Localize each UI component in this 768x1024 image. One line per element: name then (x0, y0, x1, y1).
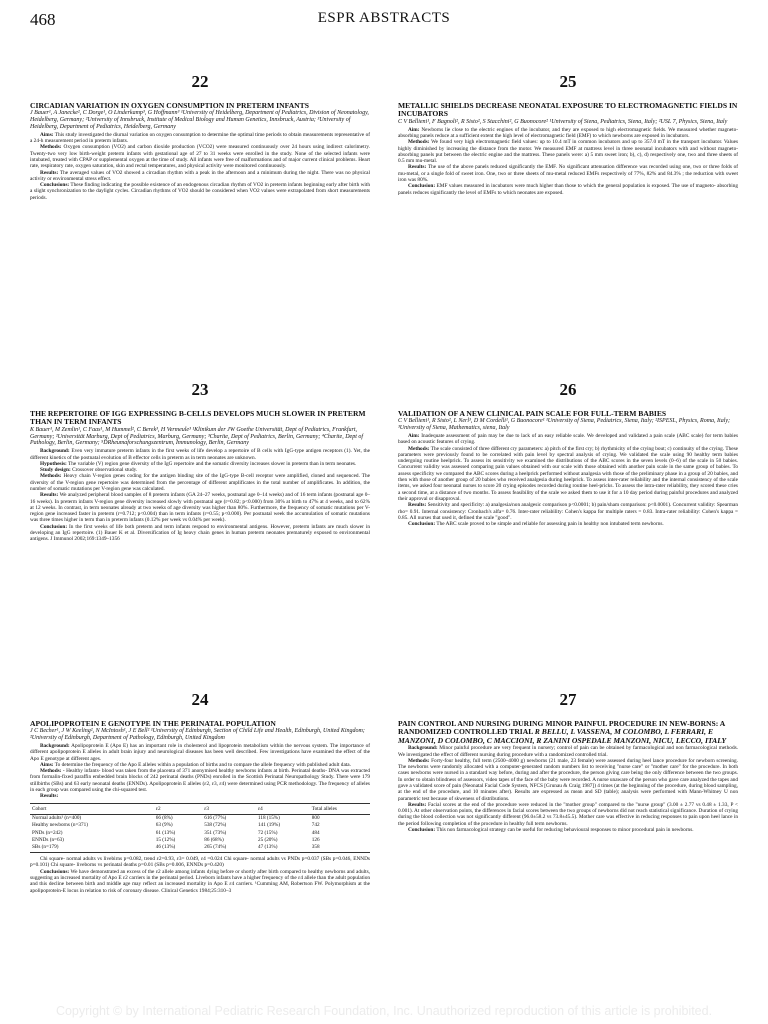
paragraph-text: The scale consisted of three different cry parameters: a) pitch of the first cry; b) rhythmicity of the crying bout; c) continuity of the crying. These parameters were previously found to be correlated with pain level by spectral analysis of crying. We validated the scale using 90 healthy term babies undergoing routine heelprick. To assess its sensitivity we examined the distributions of the ABC scores in the seven levels (0–6) of the scale in 50 babies. Concurrent validity was assessed comparing pain values obtained with our scale with those obtained with another pain scale in the same group of babies. To assess specificity we compared the ABC scores during a heelprick performed without analgesia with those of the preliminary phase in a group of 20 babies, and then with those of another group of 20 babies who received analgesia during heelprick. To assess inter-rater reliability and the internal consistency of the scale items, we asked four neonatal nurses to score 20 crying episodes recorded during routine heel-pricks. To assess the intra-rater reliability, they scored these cries a second time, at a distance of two months. To assess feasibility of the scale we asked them to use it for a 10 day period during painful procedures and analyzed their approval or disapproval. (398, 445, 738, 502)
table-cell: 616 (77%) (204, 815, 227, 822)
paragraph-label: Results: (408, 502, 427, 509)
abstract-paragraph (30, 793, 370, 799)
paragraph-label: Background: (408, 745, 438, 752)
paragraph-text: We analyzed peripheral blood samples of 8 preterm infants (GA 24–27 weeks, postnatal age 0–14 weeks) and of 16 term infants (postnatal age 0–16 weeks). In preterm infants V-region gene diversity increased slowly with postnatal age (r=0.82; p<0.000) from 30% at birth to 47% at 4 weeks, and to 62% at 12 weeks. In contrast, in term neonates already at two weeks of age diversity was higher than 80%. Furthermore, the frequency of somatic mutations per V-region gene increased faster in preterm (r=0.712; p<0.004) than in term infants (r=0.55; p<0.000). Per postnatal week the accumulation of somatic mutations was three times higher in term than in preterm infants (0.12% per week vs 0.04% per week). (30, 492, 370, 524)
paragraph-label: Methods: (408, 757, 430, 764)
paragraph-text: Facial scores at the end of the procedure were reduced in the "mother group" compared to the "nurse group" (3.00 ± 2.77 vs 0.48 ± 1.33, P < 0.001). At other observation points, the differences in facial scores between the two groups of newborns did not reach statistical significance. Duration of crying during the blood collection was not significantly different (96.0±58.2 vs 73.8±45.5). Mother care was effective in reducing responses to pain upon heel lance in the period following completion of the procedure in healthy full term newborns. (398, 801, 738, 827)
paragraph-label: Methods: (408, 445, 430, 452)
abstract-paragraph (398, 758, 738, 802)
abstract-paragraph (30, 182, 370, 201)
table-cell: 484 (311, 829, 320, 836)
journal-section-title: ESPR ABSTRACTS (317, 10, 451, 26)
table-cell: ENNDs (n=63) (32, 836, 64, 843)
table-cell: 800 (311, 815, 320, 822)
table-cell: 358 (310, 843, 370, 852)
table-cell: PNDs (n=242) (32, 829, 63, 836)
paragraph-label: Results: (40, 169, 59, 176)
paragraph-text: - Healthy infants- blood was taken from the placenta of 371 anonymised healthy newborns infants at birth. Perinatal deaths- DNA was extracted from formalin-fixed paraffin embedded brain blocks of 242 perinatal deaths (PNDs) enrolled in the Scottish Perinatal Neuropathology Study. There were 179 stillbirths (SBs) and 63 early neonatal deaths (ENNDs). Apolipoprotein E alleles (ε2, ε3, ε4) were determined using PCR methodology. The frequency of alleles in each group was compared using the chi-squared test. (30, 768, 371, 794)
title-text: PAIN CONTROL AND NURSING DURING MINOR PAINFUL PROCEDURE IN NEW-BORNS: A RANDOMIZED CONTROLLED TRIAL (398, 719, 725, 737)
paragraph-label: Aims: (40, 131, 54, 138)
table-header-cell: Total alleles (310, 803, 370, 814)
paragraph-text: Crossover observational study. (72, 467, 138, 474)
abstract-paragraph (398, 183, 738, 196)
paragraph-text: Apolipoprotein E (Apo E) has an important role in cholesterol and lipoprotein metabolism within the nervous system. The importance of different apolipoprotein E alleles in adult brain injury and neurological diseases has been well described. Few investigations have examined the effect of the Apo E genotype at different ages. (30, 743, 370, 762)
abstract-body-continued (30, 856, 370, 894)
paragraph-text: Heavy chain V-region genes coding for the antigen binding site of the IgG-type B-cell receptor were amplified, cloned and sequenced. The diversity of the V-region gene repertoire was determined from the percentage of different amplificates in the total number of amplificates. In addition, the number of somatic mutations per V-region gene was calculated. (30, 473, 370, 492)
abstract-title: METALLIC SHIELDS DECREASE NEONATAL EXPOSURE TO ELECTROMAGNETIC FIELDS IN INCUBATORS (398, 101, 738, 119)
abstract-23 (30, 380, 370, 543)
table-cell: 126 (311, 836, 320, 843)
abstract-number: 26 (559, 380, 577, 399)
paragraph-text: The variable (V) region gene diversity of the IgG repertoire and the somatic diversity increases slower in preterm than in term neonates. (68, 460, 357, 467)
paragraph-label: Results: (408, 164, 427, 171)
table-cell: 86 (68%) (204, 836, 224, 843)
table-cell: 61 (13%) (155, 829, 176, 836)
table-row (30, 843, 370, 852)
abstract-authors: J Bauer¹, A Janecke², C Dorge¹, O Linderkamp³, G Hoffmann³ ¹University of Heidelberg, Department of Pediatrics, Division of Neonatology, Heidelberg, Germany; ²University of Innsbruck, Institute of Medical Biology and Human Genetics, Innsbruck, Austria; ³University of Heidelberg, Department of Pediatrics, Heidelberg, Germany (30, 110, 369, 130)
table-header-cell: Cohort (30, 803, 154, 814)
table-cell: 141 (19%) (258, 822, 281, 829)
paragraph-label: Conclusions: (40, 182, 70, 189)
table-cell: 25 (20%) (258, 836, 278, 843)
abstract-25 (398, 72, 738, 196)
table-cell: 351 (73%) (204, 829, 227, 836)
table-cell: 118 (15%) (258, 815, 280, 822)
paragraph-label: Aim: (408, 433, 420, 439)
table-cell: 265 (74%) (202, 843, 256, 852)
title-authors: R BELLU, L VASSENA, M COLOMBO, L FERRARI, E MANZONI, D COLOMBO, C MACCIONI, R ZANINI OSPEDALE MANZONI, NICU, LECCO, ITALY (398, 727, 727, 745)
paragraph-label: Conclusion: (408, 521, 436, 528)
abstract-body (30, 132, 370, 201)
table-header-cell: ε2 (154, 803, 202, 814)
paragraph-text: Even very immature preterm infants in the first weeks of life develop a repertoire of B cells with IgG-type antigen receptors (1). Yet, the different kinetics of the postnatal evolution of B effector cells in preterm as in term neonates are unknown. (30, 448, 370, 461)
paragraph-text: Newborns lie close to the electric engines of the incubator, and they are exposed to high electromagnetic fields. We measured whether magneto-absorbing panels reduce at a sufficient extent the high level of electromagnetic field (EMF) to which newborns are exposed in incubators. (398, 126, 739, 139)
results-table (30, 803, 370, 853)
table-cell: 63 (9%) (155, 822, 173, 829)
abstract-paragraph (398, 745, 738, 758)
paragraph-text: Inadequate assessment of pain may be due to lack of an easy reliable scale. We developed and validated a pain scale (ABC scale) for term babies based on acoustic features of crying. (398, 433, 739, 446)
abstract-paragraph (30, 492, 370, 523)
abstract-paragraph (398, 502, 738, 521)
table-cell: 47 (13%) (256, 843, 310, 852)
abstract-body (398, 433, 738, 527)
abstract-paragraph (30, 743, 370, 762)
table-cell: Normal adults¹ (n=400) (32, 815, 82, 822)
page-number: 468 (30, 10, 56, 29)
abstract-22 (30, 72, 370, 201)
abstract-paragraph (30, 170, 370, 183)
abstract-paragraph (30, 473, 370, 492)
abstract-paragraph (398, 521, 738, 527)
paragraph-text: We found very high electromagnetic field values: up to 10.4 mT in common incubators and up to 357.0 mT in the transport incubator. Values highly diminished by increasing the distance from the motor. We measured EMF at mattress level in three neonatal incubators with and without magneto-absorbing panels put between the electric engine and the mattress. These panels were: a) 5 mm sweet iron; b), c), d) respectively one, two and three sheets of 0.5 mm mu-metal. (398, 139, 739, 165)
paragraph-text: The ABC scale proved to be simple and reliable for assessing pain in healthy non intubated term newborns. (436, 521, 664, 528)
paragraph-label: Results: (408, 801, 427, 808)
abstract-paragraph (30, 144, 370, 169)
paragraph-label: Background: (40, 743, 70, 749)
abstract-27 (398, 690, 738, 833)
paragraph-text: The averaged values of VO2 showed a circadian rhythm with a peak in the afternoon and a minimum during the night. There was no physical activity or environmental stress effect. (30, 169, 370, 182)
abstract-body (30, 448, 370, 542)
abstract-paragraph (30, 856, 370, 869)
paragraph-label: Hypothesis: (40, 460, 67, 467)
paragraph-text: The use of the above panels reduced significantly the EMF. No significant attenuation difference was recorded using one, two or three folds of mu-metal, or a single fold of sweet iron. One, two or three sheets of mu-metal reduced EMFs respectively of 77%, 82% and 84.3% ; the reduction with sweet iron was 80%. (398, 164, 738, 183)
table-cell: 742 (311, 822, 320, 829)
abstract-number: 25 (559, 72, 577, 91)
abstract-paragraph (398, 446, 738, 503)
abstract-authors: J C Becher¹, J W Keeling², N McIntosh¹, J E Bell² ¹University of Edinburgh, Section of Child Life and Health, Edinburgh, United Kingdom; ²University of Edinburgh, Department of Pathology, Edinburgh, United Kingdom (30, 728, 365, 742)
page-header (30, 10, 738, 32)
paragraph-label: Results: (40, 492, 59, 499)
abstract-paragraph (398, 802, 738, 827)
abstract-paragraph (30, 869, 370, 894)
paragraph-label: Conclusions: (40, 868, 70, 875)
paragraph-text: In the first weeks of life both preterm and term infants respond to environmental antigens. However, preterm infants are much slower in developing an IgG repertoire. (1) Bauer K et al. Diversification of Ig heavy chain genes in human preterm neonates prematurely exposed to environmental antigens. J Immunol 2002;169:1349–1356 (30, 523, 370, 543)
abstract-title: CIRCADIAN VARIATION IN OXYGEN CONSUMPTION IN PRETERM INFANTS (30, 101, 309, 110)
table-cell: 66 (8%) (155, 815, 173, 822)
paragraph-text: Chi square- normal adults vs livebirns p=0.082, trend ε2=0.93, ε3= 0.049, ε4 =0.024 Chi square- normal adults vs PNDs p=0.037 (SBs p=0.046, ENNDs p=0.101) Chi square- liveborns vs perinatal deaths p=0.01 (SBs p=0.006, ENNDs p=0.420) (30, 856, 370, 869)
paragraph-label: Methods: (40, 144, 62, 151)
abstract-number: 27 (559, 690, 577, 709)
table-cell: 72 (15%) (258, 829, 278, 836)
paragraph-text: These finding indicating the possible existence of an endogenous circadian rhythm of VO2 in preterm infants beginning early after birth with a slight synchronization to the daylight cycles. Circadian rhythms of VO2 should be considered when VO2 values were extrapolated from short measurements periods. (30, 182, 371, 201)
paragraph-label: Aim: (408, 126, 420, 133)
abstract-number: 22 (191, 72, 209, 91)
abstract-paragraph (30, 524, 370, 543)
abstract-number: 23 (191, 380, 209, 399)
paragraph-text: This non farmacological strategy can be useful for reducing behavioural responses to minor procedural pain in newborns. (436, 827, 694, 834)
table-header-cell: ε4 (256, 803, 310, 814)
paragraph-text: Minor painful procedure are very frequent in nursery; control of pain can be obtained by farmacological and non farmacological methods. We investigated the effect of different nursing during procedure with a randomized controlled trial. (398, 745, 738, 758)
paragraph-text: Oxygen consumption (VO2) and carbon dioxide production (VCO2) were measured continuously over 24 hours using indirect calorimetry. Twenty-two very low birth-weight preterm infants with gestational age of 27 to 31 weeks were enrolled in the study. None of the selected infants were intubated, treated with CPAP or supplemental oxygen at the time of study. All infants were free of malformations and of major current clinical problems. Heart rate, respiratory rate, oxygen saturation, skin and rectal temperatures, and physical activity were monitored continuously. (30, 144, 371, 170)
abstract-authors: K Bauer¹, M Zemlin¹, C Faas¹, M Hummel², C Berek³, H Vermeule³ ¹Klinikum der JW Goethe Universität, Dept of Pediatrics, Frankfurt, Germany; ²Universität Marburg, Dept of Pediatrics, Marburg, Germany; ³Charite, Dept of Pediatrics, Berlin, Germany; ⁴Charite, Dept of Pathology, Berlin, Germany; ⁵DRheumaforschungszentrum, Immunology, Berlin, Germany (30, 426, 364, 447)
paragraph-label: Conclusion: (408, 183, 436, 190)
abstract-paragraph (398, 127, 738, 140)
abstract-paragraph (398, 827, 738, 833)
table-cell: 15 (12%) (155, 836, 176, 843)
paragraph-text: This study investigated the diurnal variation on oxygen consumption to determine the optimal time periods to obtain measurements representative of a 24-h measurement period in preterm infants. (30, 131, 370, 145)
abstract-body (30, 743, 370, 800)
abstract-paragraph (30, 768, 370, 793)
abstract-paragraph (30, 132, 370, 145)
abstract-title (398, 720, 738, 745)
paragraph-label: Methods: (40, 473, 62, 480)
paragraph-text: EMF values measured in incubators were much higher than those to which the general population is exposed. The use of magneto- absorbing panels reduces significantly the level of EMFs to which neonates are exposed. (398, 183, 738, 196)
abstract-body (398, 127, 738, 196)
copyright-watermark: Copyright © by International Pediatric Research Foundation, Inc. Unauthorized reproduction of this article is prohibited. (55, 1004, 713, 1018)
abstract-title: THE REPERTOIRE OF IGG EXPRESSING B-CELLS DEVELOPS MUCH SLOWER IN PRETERM THAN IN TERM INFANTS (30, 409, 366, 427)
abstract-26 (398, 380, 738, 527)
paragraph-label: Conclusion: (40, 523, 68, 530)
abstract-title: APOLIPOPROTEIN E GENOTYPE IN THE PERINATAL POPULATION (30, 719, 276, 728)
table-row (30, 822, 370, 829)
abstract-paragraph (398, 164, 738, 183)
paragraph-label: Methods: (408, 139, 430, 146)
paragraph-text: To determine the frequency of the Apo E alleles within a population of births and to compare the allele frequency with published adult data. (54, 761, 351, 768)
abstract-authors: C V Bellieni¹, R Sisto², L Nerl³, D M Cordelli¹, G Buonocore¹ ¹University of Siena, Pediatrics, Siena, Italy; ²ISPESL, Physics, Roma, Italy; ³University of Siena, Mathematics, siena, Italy (398, 418, 731, 432)
paragraph-text: We have demonstrated an excess of the ε2 allele among infants dying before or shortly after birth compared to healthy newborns and adults, suggesting an increased mortality of Apo E ε2 carriers in the perinatal period. Liveborn infants have a higher frequency of the ε4 allele than the adult population and this decline between birth and middle age may reflect an increased mortality in Apo E ε4 carriers. ¹Cumming AM, Robertson FW. Polymorphism at the apolipoprotein-E locus in relation to risk of coronary disease. Clinical Genetics 1984;25:310–3 (30, 868, 370, 894)
paragraph-label: Results: (40, 793, 59, 800)
paragraph-label: Background: (40, 448, 70, 455)
table-cell: SBs (n=179) (30, 843, 154, 852)
table-row (30, 836, 370, 843)
abstract-paragraph (398, 139, 738, 164)
table-header-cell: ε3 (202, 803, 256, 814)
paragraph-text: Forty-four healthy, full term (2500–4000 g) newborns (21 male, 23 female) were assessed during heel lance procedure for newborn screening. The newborns were randomly allocated with a computer-generated random numbers list to receiving "nurse care" or "mother care" for the procedure. In both cases newborns were nursed in a standard way before, during and after the procedure, the person giving care being the only difference between the two groups. In order to obtain blindness of assessors, video tapes of the face of the baby were recorded. A nurse unaware of the person who gave care analyzed the tapes and gave a validated score of pain (Neonatal Facial Code System, NFCS [Grunau & Craig 1987]) 4 times (at the beginning of the procedure, during blood sampling, at the end of the procedure, and 10 minutes after). Results are expressed as mean and SD (table); analysis were performed with Mann-Whitney U non parametric test because of skweness of distributions. (398, 757, 738, 802)
table-row (30, 829, 370, 836)
paragraph-label: Study design: (40, 467, 71, 474)
table-cell: Healthy newborns (n=371) (32, 822, 88, 829)
abstract-authors: C V Bellieni¹, F Bagnoli², R Sisto², S Stacchini², G Buonocore² ¹University of Siena, Pediatrics, Siena, Italy; ²USL 7, Physics, Siena, Italy (398, 118, 728, 125)
abstract-number: 24 (191, 690, 209, 709)
paragraph-label: Methods: (40, 768, 62, 775)
paragraph-text: Sensitivity and specificity: a) analgesia/non analgesic comparison p<0.0001; b) pain/sham comparison: p<0.0001). Concurrent validity: Spearman rho= 0.91. Internal consistency: Cronbach's alfa= 0.76. Inter-rater reliability: Cohen's kappa for multiple raters = 0.83. Intra-rater reliability: Cohen's kappa = 0.85. All nurses that used it, defined the scale "good". (398, 502, 738, 521)
abstract-title: VALIDATION OF A NEW CLINICAL PAIN SCALE FOR FULL-TERM BABIES (398, 409, 667, 418)
paragraph-label: Aims: (40, 761, 54, 768)
abstract-body (398, 745, 738, 833)
abstract-paragraph (398, 433, 738, 446)
abstract-paragraph (30, 448, 370, 461)
table-row (30, 814, 370, 822)
table-cell: 538 (72%) (204, 822, 227, 829)
table-cell: 46 (13%) (154, 843, 202, 852)
abstract-24 (30, 690, 370, 894)
paragraph-label: Conclusion: (408, 827, 436, 834)
